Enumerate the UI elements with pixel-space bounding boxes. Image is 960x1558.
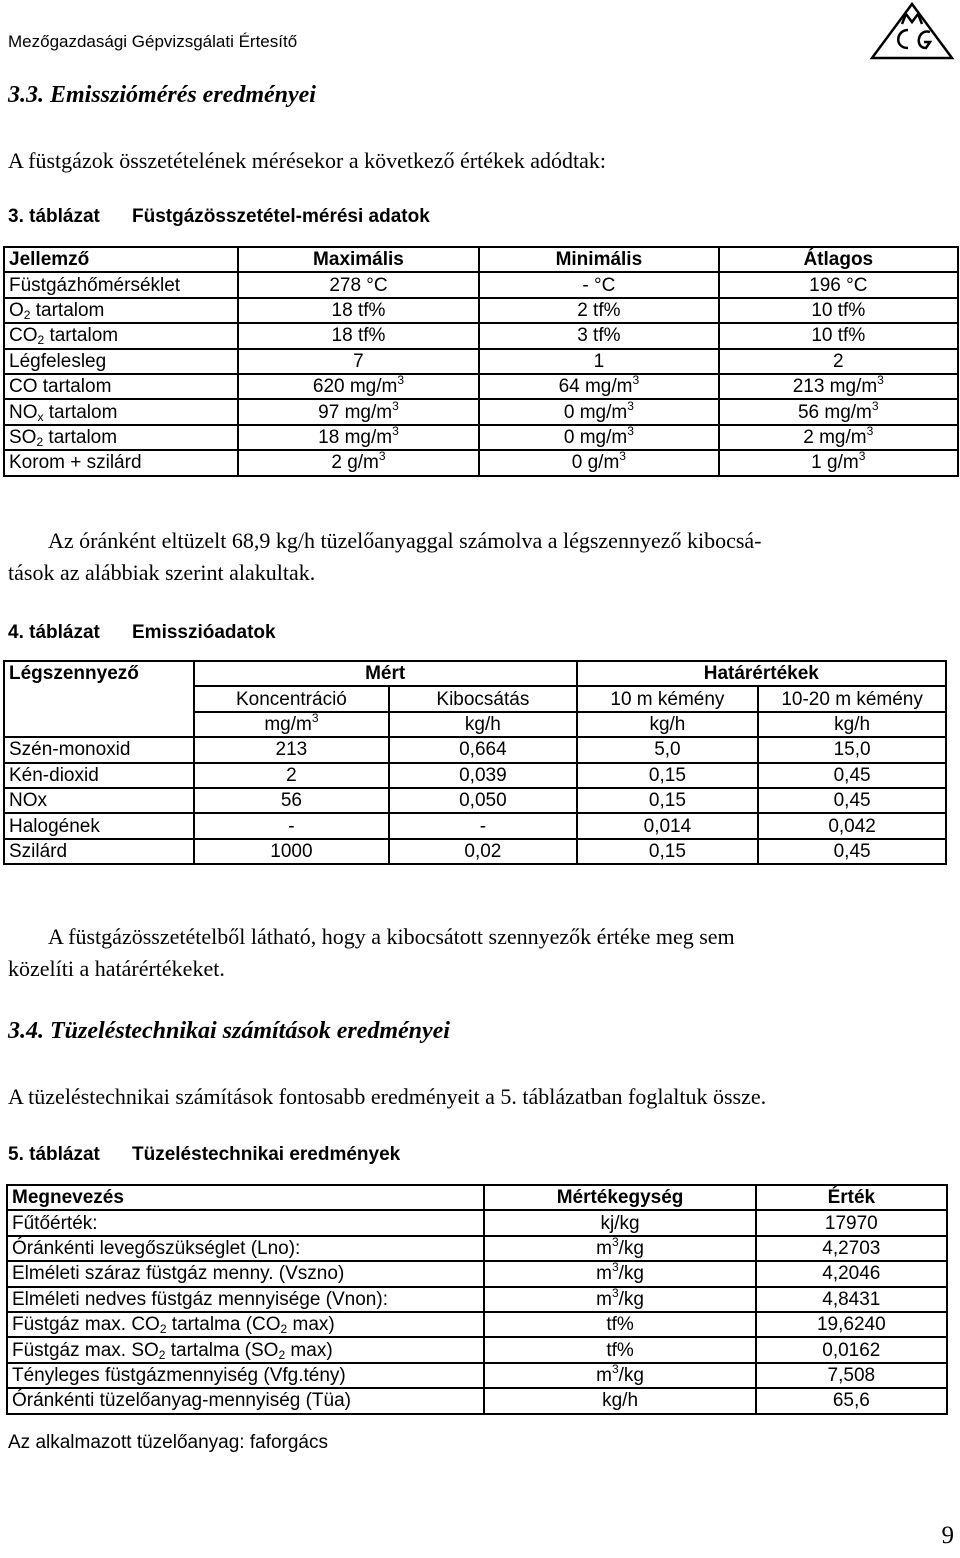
table5-row bbox=[7, 1236, 947, 1261]
table4-pollutant-cell: Halogének bbox=[4, 813, 194, 838]
table3-row bbox=[4, 323, 958, 348]
logo-icon bbox=[868, 2, 956, 62]
hourly-paragraph-line1: Az óránként eltüzelt 68,9 kg/h tüzelőanyaggal számolva a légszennyező kibocsá- bbox=[48, 528, 762, 553]
unit-superscript: 3 bbox=[378, 449, 386, 464]
section-3-3-title: 3.3. Emissziómérés eredményei bbox=[8, 82, 316, 108]
label-suffix: tartalom bbox=[30, 299, 105, 321]
table5-value-cell: 17970 bbox=[756, 1210, 947, 1235]
table4-subheader-cell: 10 m kémény bbox=[577, 686, 759, 711]
table3-value-cell bbox=[719, 323, 958, 348]
value-text: 10 tf% bbox=[811, 299, 866, 321]
table3-value-cell bbox=[479, 349, 718, 374]
table4-pollutant-cell: Kén-dioxid bbox=[4, 763, 194, 788]
value-text: 620 mg/m bbox=[312, 376, 398, 398]
name-text: Fűtőérték: bbox=[12, 1212, 98, 1234]
table4-header-pollutant: Légszennyező bbox=[4, 661, 194, 737]
table4-value-cell: - bbox=[389, 813, 576, 838]
table3-header-cell: Átlagos bbox=[719, 247, 958, 272]
table3-label-cell bbox=[4, 298, 238, 323]
table3-label-cell bbox=[4, 323, 238, 348]
table5-unit-cell bbox=[484, 1236, 755, 1261]
table4-row bbox=[4, 763, 946, 788]
conclusion-paragraph-line1: A füstgázösszetételből látható, hogy a kibocsátott szennyezők értéke meg sem bbox=[48, 924, 735, 949]
unit-text: m bbox=[596, 1237, 612, 1259]
table3-value-cell bbox=[719, 399, 958, 424]
table5-value-cell: 4,8431 bbox=[756, 1287, 947, 1312]
table5-header-row bbox=[7, 1185, 947, 1210]
table3-value-cell bbox=[238, 323, 479, 348]
table5-unit-cell bbox=[484, 1388, 755, 1413]
label-text: Korom + szilárd bbox=[9, 452, 142, 474]
table3-value-cell bbox=[238, 272, 479, 297]
unit-text: m bbox=[596, 1263, 612, 1285]
unit-text: tf% bbox=[606, 1339, 634, 1361]
table5-title: Tüzeléstechnikai eredmények bbox=[132, 1144, 401, 1165]
table3-value-cell bbox=[238, 450, 479, 475]
table5-name-cell bbox=[7, 1312, 484, 1337]
table3-value-cell bbox=[479, 374, 718, 399]
table4-unit-cell bbox=[194, 712, 390, 737]
section-3-4-title: 3.4. Tüzeléstechnikai számítások eredményei bbox=[8, 1018, 450, 1044]
table4-value-cell: 0,039 bbox=[389, 763, 576, 788]
table3-header-cell: Maximális bbox=[238, 247, 479, 272]
table4-header-row bbox=[4, 661, 946, 686]
label-subscript: 2 bbox=[37, 333, 45, 348]
table3-value-cell bbox=[719, 450, 958, 475]
value-text: 1 bbox=[593, 350, 605, 372]
label-text: NO bbox=[9, 401, 38, 423]
label-text: CO bbox=[9, 325, 38, 347]
value-text: 278 °C bbox=[329, 274, 388, 296]
table5-footnote: Az alkalmazott tüzelőanyag: faforgács bbox=[8, 1432, 329, 1453]
value-text: 18 tf% bbox=[331, 325, 386, 347]
table5-name-cell bbox=[7, 1210, 484, 1235]
table5-row bbox=[7, 1312, 947, 1337]
table5-unit-cell bbox=[484, 1210, 755, 1235]
table4-caption bbox=[8, 622, 276, 644]
unit-text: kg/h bbox=[602, 1390, 639, 1412]
unit-superscript: 3 bbox=[611, 1361, 619, 1376]
table5-name-cell bbox=[7, 1363, 484, 1388]
unit-text: /kg bbox=[618, 1237, 644, 1259]
table5-name-cell bbox=[7, 1236, 484, 1261]
table5-unit-cell bbox=[484, 1261, 755, 1286]
table3-label-cell bbox=[4, 399, 238, 424]
table5-header-cell: Megnevezés bbox=[7, 1185, 484, 1210]
unit-superscript: 3 bbox=[866, 423, 874, 438]
table3-label-cell bbox=[4, 425, 238, 450]
table5-header-cell: Mértékegység bbox=[484, 1185, 755, 1210]
table5-unit-cell bbox=[484, 1337, 755, 1362]
label-subscript: 2 bbox=[36, 434, 44, 449]
journal-logo bbox=[868, 2, 956, 62]
table4-unit-cell: kg/h bbox=[389, 712, 576, 737]
table3-value-cell bbox=[238, 425, 479, 450]
table5-unit-cell bbox=[484, 1287, 755, 1312]
table5 bbox=[6, 1184, 948, 1415]
label-suffix: tartalom bbox=[43, 426, 118, 448]
label-suffix: tartalom bbox=[43, 401, 118, 423]
unit-text: kj/kg bbox=[600, 1212, 640, 1234]
table5-unit-cell bbox=[484, 1312, 755, 1337]
table5-value-cell: 0,0162 bbox=[756, 1337, 947, 1362]
table3-row bbox=[4, 399, 958, 424]
value-text: 196 °C bbox=[809, 274, 868, 296]
name-text: tartalma (CO bbox=[166, 1314, 281, 1336]
table3-value-cell bbox=[479, 298, 718, 323]
value-text: 3 tf% bbox=[577, 325, 621, 347]
name-text: Tényleges füstgázmennyiség (Vfg.tény) bbox=[12, 1364, 346, 1386]
value-text: 10 tf% bbox=[811, 325, 866, 347]
unit-text: m bbox=[596, 1288, 612, 1310]
unit-text: mg/m bbox=[264, 713, 312, 735]
table5-row bbox=[7, 1261, 947, 1286]
table5-name-cell bbox=[7, 1337, 484, 1362]
label-text: SO bbox=[9, 426, 37, 448]
table3-row bbox=[4, 450, 958, 475]
unit-text: /kg bbox=[618, 1288, 644, 1310]
label-suffix: tartalom bbox=[44, 325, 119, 347]
unit-superscript: 3 bbox=[871, 398, 879, 413]
label-text: Légfelesleg bbox=[9, 350, 107, 372]
table4-value-cell: 213 bbox=[194, 737, 390, 762]
value-text: 18 mg/m bbox=[318, 426, 393, 448]
table5-unit-cell bbox=[484, 1363, 755, 1388]
unit-superscript: 3 bbox=[611, 1260, 619, 1275]
unit-text: /kg bbox=[618, 1364, 644, 1386]
page-number: 9 bbox=[941, 1522, 954, 1549]
unit-superscript: 3 bbox=[311, 710, 319, 725]
unit-text: tf% bbox=[606, 1314, 634, 1336]
table5-row bbox=[7, 1337, 947, 1362]
value-text: 7 bbox=[353, 350, 364, 372]
table4-subheader-cell: 10-20 m kémény bbox=[758, 686, 946, 711]
table3-row bbox=[4, 425, 958, 450]
table4-pollutant-cell: Szilárd bbox=[4, 839, 194, 864]
value-text: 213 mg/m bbox=[792, 376, 878, 398]
unit-superscript: 3 bbox=[627, 398, 634, 413]
table4-value-cell: 5,0 bbox=[577, 737, 759, 762]
section-3-3-intro: A füstgázok összetételének mérésekor a következő értékek adódtak: bbox=[8, 148, 607, 173]
table3-value-cell bbox=[719, 349, 958, 374]
unit-superscript: 3 bbox=[619, 449, 626, 464]
table4-row bbox=[4, 839, 946, 864]
table3-value-cell bbox=[238, 298, 479, 323]
table3-value-cell bbox=[479, 323, 718, 348]
name-text: Óránkénti levegőszükséglet (Lno): bbox=[12, 1237, 301, 1259]
table4-value-cell: 0,15 bbox=[577, 839, 759, 864]
table4-value-cell: 1000 bbox=[194, 839, 390, 864]
value-text: 64 mg/m bbox=[558, 376, 633, 398]
journal-title: Mezőgazdasági Gépvizsgálati Értesítő bbox=[8, 32, 298, 51]
table5-caption bbox=[8, 1144, 400, 1166]
name-subscript: 2 bbox=[278, 1347, 286, 1362]
name-text: tartalma (SO bbox=[165, 1339, 279, 1361]
table3-value-cell bbox=[238, 374, 479, 399]
table4-header-limits: Határértékek bbox=[577, 661, 946, 686]
table4-header-measured: Mért bbox=[194, 661, 577, 686]
table5-name-cell bbox=[7, 1261, 484, 1286]
table5-number: 5. táblázat bbox=[8, 1144, 100, 1165]
table4-pollutant-cell: NOx bbox=[4, 788, 194, 813]
unit-text: /kg bbox=[618, 1263, 644, 1285]
name-text: Füstgáz max. SO bbox=[12, 1339, 159, 1361]
unit-superscript: 3 bbox=[611, 1285, 619, 1300]
name-text: Füstgáz max. CO bbox=[12, 1314, 160, 1336]
value-text: 18 tf% bbox=[331, 299, 386, 321]
conclusion-paragraph-line2: közelíti a határértékeket. bbox=[8, 956, 225, 981]
table3-header-row bbox=[4, 247, 958, 272]
table3 bbox=[3, 246, 959, 477]
name-subscript: 2 bbox=[158, 1347, 166, 1362]
table3-label-cell bbox=[4, 450, 238, 475]
name-text: Óránkénti tüzelőanyag-mennyiség (Tüa) bbox=[12, 1390, 352, 1412]
table5-name-cell bbox=[7, 1287, 484, 1312]
unit-superscript: 3 bbox=[392, 398, 399, 413]
unit-superscript: 3 bbox=[627, 423, 634, 438]
table3-label-cell bbox=[4, 272, 238, 297]
value-text: - °C bbox=[582, 274, 616, 296]
table5-header-cell: Érték bbox=[756, 1185, 947, 1210]
table3-row bbox=[4, 298, 958, 323]
unit-superscript: 3 bbox=[611, 1234, 619, 1249]
table4-value-cell: 0,042 bbox=[758, 813, 946, 838]
table4-value-cell: 0,45 bbox=[758, 763, 946, 788]
section-3-4-intro: A tüzeléstechnikai számítások fontosabb eredményeit a 5. táblázatban foglaltuk össze. bbox=[8, 1084, 767, 1109]
table4-row bbox=[4, 788, 946, 813]
table4 bbox=[3, 660, 947, 865]
name-text: max) bbox=[285, 1339, 333, 1361]
table4-value-cell: 0,15 bbox=[577, 788, 759, 813]
table3-value-cell bbox=[238, 399, 479, 424]
table3-caption bbox=[8, 206, 430, 228]
value-text: 2 tf% bbox=[577, 299, 621, 321]
table4-row bbox=[4, 737, 946, 762]
table5-value-cell: 4,2703 bbox=[756, 1236, 947, 1261]
table4-unit-cell: kg/h bbox=[758, 712, 946, 737]
table4-value-cell: 2 bbox=[194, 763, 390, 788]
value-text: 97 mg/m bbox=[318, 401, 393, 423]
value-text: 0 mg/m bbox=[563, 426, 628, 448]
value-text: 1 g/m bbox=[811, 452, 859, 474]
table5-name-cell bbox=[7, 1388, 484, 1413]
table4-value-cell: 0,45 bbox=[758, 839, 946, 864]
table4-subheader-cell: Kibocsátás bbox=[389, 686, 576, 711]
table5-value-cell: 65,6 bbox=[756, 1388, 947, 1413]
value-text: 2 g/m bbox=[331, 452, 379, 474]
table3-value-cell bbox=[719, 425, 958, 450]
table5-row bbox=[7, 1363, 947, 1388]
name-subscript: 2 bbox=[280, 1322, 288, 1337]
table3-value-cell bbox=[719, 298, 958, 323]
table3-value-cell bbox=[719, 374, 958, 399]
table4-number: 4. táblázat bbox=[8, 622, 100, 643]
name-text: Elméleti száraz füstgáz menny. (Vszno) bbox=[12, 1263, 345, 1285]
table3-row bbox=[4, 349, 958, 374]
value-text: 2 bbox=[832, 350, 844, 372]
table5-row bbox=[7, 1388, 947, 1413]
table4-value-cell: 15,0 bbox=[758, 737, 946, 762]
table3-title: Füstgázösszetétel-mérési adatok bbox=[132, 206, 430, 227]
unit-text: m bbox=[596, 1364, 612, 1386]
table4-value-cell: 0,02 bbox=[389, 839, 576, 864]
table3-value-cell bbox=[479, 399, 718, 424]
table3-label-cell bbox=[4, 374, 238, 399]
unit-superscript: 3 bbox=[858, 449, 866, 464]
table4-value-cell: 0,15 bbox=[577, 763, 759, 788]
table3-number: 3. táblázat bbox=[8, 206, 100, 227]
unit-superscript: 3 bbox=[632, 373, 640, 388]
table3-header-cell: Minimális bbox=[479, 247, 718, 272]
table4-subheader-cell: Koncentráció bbox=[194, 686, 390, 711]
table5-value-cell: 7,508 bbox=[756, 1363, 947, 1388]
label-text: O bbox=[9, 299, 24, 321]
table4-unit-cell: kg/h bbox=[577, 712, 759, 737]
table3-value-cell bbox=[479, 425, 718, 450]
value-text: 0 mg/m bbox=[563, 401, 628, 423]
table3-header-cell: Jellemző bbox=[4, 247, 238, 272]
unit-superscript: 3 bbox=[877, 373, 884, 388]
table4-value-cell: 56 bbox=[194, 788, 390, 813]
table3-value-cell bbox=[479, 272, 718, 297]
table4-value-cell: - bbox=[194, 813, 390, 838]
table4-row bbox=[4, 813, 946, 838]
value-text: 2 mg/m bbox=[803, 426, 867, 448]
table4-value-cell: 0,45 bbox=[758, 788, 946, 813]
table5-value-cell: 4,2046 bbox=[756, 1261, 947, 1286]
value-text: 0 g/m bbox=[571, 452, 620, 474]
table4-value-cell: 0,050 bbox=[389, 788, 576, 813]
table4-value-cell: 0,664 bbox=[389, 737, 576, 762]
name-text: max) bbox=[287, 1314, 335, 1336]
table3-value-cell bbox=[238, 349, 479, 374]
label-subscript: 2 bbox=[23, 307, 31, 322]
table3-row bbox=[4, 272, 958, 297]
table3-value-cell bbox=[479, 450, 718, 475]
table3-value-cell bbox=[719, 272, 958, 297]
hourly-paragraph-line2: tások az alábbiak szerint alakultak. bbox=[8, 560, 316, 585]
label-text: CO tartalom bbox=[9, 376, 112, 398]
name-subscript: 2 bbox=[159, 1322, 167, 1337]
table5-row bbox=[7, 1210, 947, 1235]
table4-pollutant-cell: Szén-monoxid bbox=[4, 737, 194, 762]
name-text: Elméleti nedves füstgáz mennyisége (Vnon): bbox=[12, 1288, 388, 1310]
label-text: Füstgázhőmérséklet bbox=[9, 274, 181, 296]
table3-label-cell bbox=[4, 349, 238, 374]
table4-value-cell: 0,014 bbox=[577, 813, 759, 838]
table3-row bbox=[4, 374, 958, 399]
table5-value-cell: 19,6240 bbox=[756, 1312, 947, 1337]
value-text: 56 mg/m bbox=[797, 401, 872, 423]
unit-superscript: 3 bbox=[397, 373, 405, 388]
label-subscript: x bbox=[37, 409, 44, 424]
table5-row bbox=[7, 1287, 947, 1312]
unit-superscript: 3 bbox=[392, 423, 399, 438]
table4-title: Emisszióadatok bbox=[132, 622, 276, 643]
